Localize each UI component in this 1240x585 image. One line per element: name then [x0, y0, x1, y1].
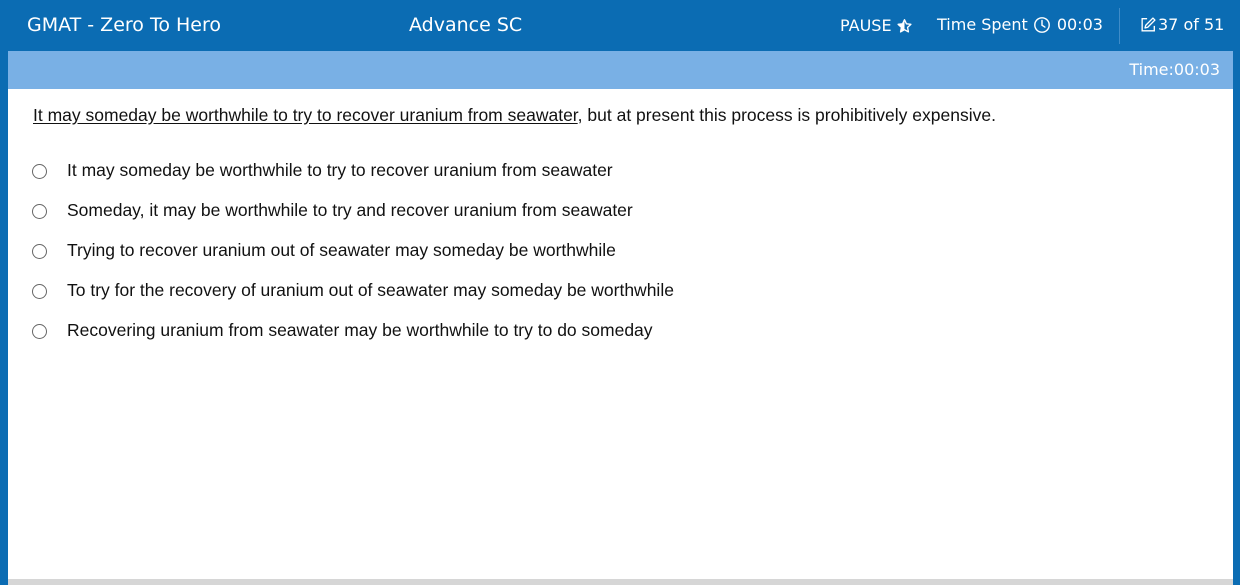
answer-option-label: It may someday be worthwhile to try to recover uranium from seawater	[67, 160, 613, 180]
top-bar	[0, 0, 1240, 51]
answer-option-label: Trying to recover uranium out of seawater may someday be worthwhile	[67, 240, 616, 260]
time-spent-value: 00:03	[1056, 15, 1103, 34]
answer-option[interactable]	[32, 313, 674, 353]
edit-icon	[1139, 16, 1157, 34]
question-stem	[33, 104, 1213, 126]
question-timer: Time:00:03	[1129, 60, 1220, 79]
answer-option-label: Recovering uranium from seawater may be worthwhile to try to do someday	[67, 320, 653, 340]
answer-option-label: Someday, it may be worthwhile to try and recover uranium from seawater	[67, 200, 633, 220]
radio-button[interactable]	[32, 284, 47, 299]
answer-option[interactable]	[32, 153, 674, 193]
answer-option[interactable]	[32, 193, 674, 233]
question-counter	[1139, 15, 1224, 35]
header-divider	[1119, 8, 1120, 44]
section-title: Advance SC	[409, 14, 523, 36]
radio-button[interactable]	[32, 244, 47, 259]
question-underlined-part: It may someday be worthwhile to try to recover uranium from seawater	[33, 105, 578, 125]
pause-button[interactable]	[840, 16, 913, 36]
question-rest: , but at present this process is prohibitively expensive.	[577, 105, 996, 125]
answer-options	[32, 153, 674, 353]
radio-button[interactable]	[32, 164, 47, 179]
radio-button[interactable]	[32, 324, 47, 339]
time-spent	[937, 15, 1103, 35]
clock-icon	[1033, 16, 1051, 34]
bottom-scroll-strip	[8, 579, 1233, 585]
timer-bar	[8, 51, 1233, 89]
question-counter-text: 37 of 51	[1158, 15, 1225, 34]
time-spent-label: Time Spent	[937, 15, 1028, 34]
answer-option-label: To try for the recovery of uranium out of seawater may someday be worthwhile	[67, 280, 674, 300]
app-title: GMAT - Zero To Hero	[27, 14, 221, 36]
radio-button[interactable]	[32, 204, 47, 219]
pause-label: PAUSE	[840, 16, 892, 35]
question-panel	[8, 89, 1233, 579]
star-icon	[896, 18, 913, 34]
answer-option[interactable]	[32, 233, 674, 273]
answer-option[interactable]	[32, 273, 674, 313]
